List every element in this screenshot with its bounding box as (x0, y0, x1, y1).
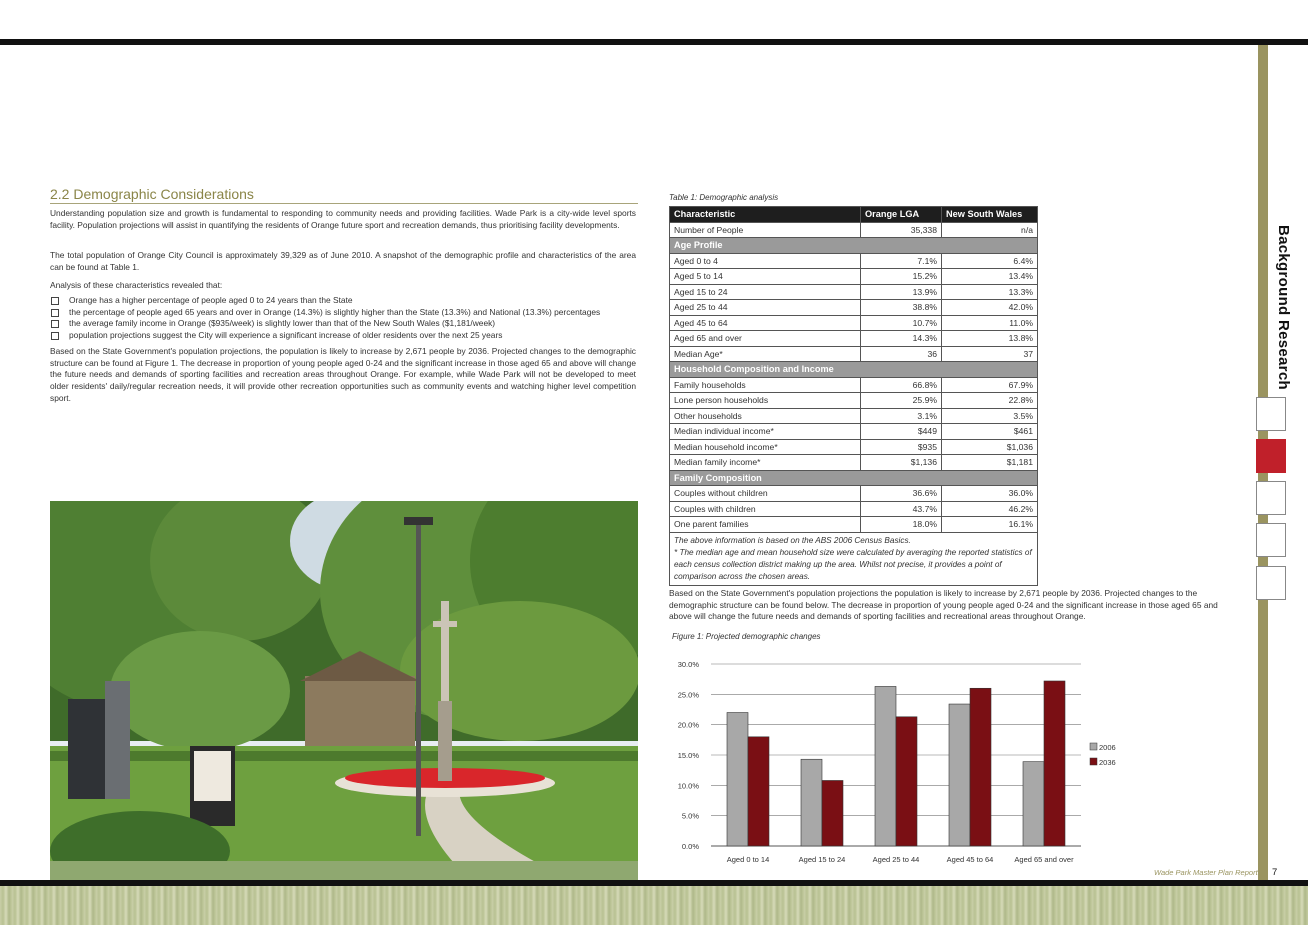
cell-nsw: 42.0% (942, 300, 1038, 316)
table-row (670, 300, 1038, 316)
section-tab-4[interactable] (1256, 523, 1286, 557)
x-tick-label: Aged 45 to 64 (946, 855, 994, 864)
cell-orange: $1,136 (861, 455, 942, 471)
section-side-title: Background Research (1275, 225, 1292, 390)
cell-nsw: 13.8% (942, 331, 1038, 347)
table-row (670, 486, 1038, 502)
table-section-row (670, 362, 1038, 378)
row-label: Median individual income* (670, 424, 861, 440)
table-row (670, 253, 1038, 269)
bar-2006-4 (1023, 762, 1044, 846)
y-tick-label: 20.0% (677, 720, 699, 730)
table-row (670, 315, 1038, 331)
projection-summary: Based on the State Government's population projections the population is likely to increase by 2,671 people by 2036. Projected changes to the demographic structure can be found below. The decrease in proportion of young people aged 0-24 and the significant increase in those aged 65 and above will change the future needs and demands of sporting facilities and recreational areas throughout Orange. (669, 588, 1218, 622)
table-row (670, 501, 1038, 517)
x-tick-label: Aged 25 to 44 (872, 855, 920, 864)
table-row (670, 408, 1038, 424)
bar-2036-1 (822, 780, 843, 846)
cell-orange: 25.9% (861, 393, 942, 409)
table-note (670, 532, 1038, 585)
row-label: Couples with children (670, 501, 861, 517)
checkbox-bullet-icon (51, 309, 59, 317)
cell-orange: 7.1% (861, 253, 942, 269)
bullet-item: the average family income in Orange ($935/week) is slightly lower than that of the New South Wales ($1,181/week) (50, 318, 636, 330)
column-header: New South Wales (942, 207, 1038, 223)
bar-2036-4 (1044, 681, 1065, 846)
cell-orange: 10.7% (861, 315, 942, 331)
table-row (670, 393, 1038, 409)
cell-nsw: 13.3% (942, 284, 1038, 300)
y-tick-label: 5.0% (681, 811, 699, 821)
legend-swatch-2006 (1090, 743, 1097, 750)
demographic-table (669, 206, 1038, 586)
cell-nsw: 22.8% (942, 393, 1038, 409)
footer-report-title: Wade Park Master Plan Report (1154, 868, 1258, 877)
cell-orange: $935 (861, 439, 942, 455)
cell-orange: 13.9% (861, 284, 942, 300)
checkbox-bullet-icon (51, 297, 59, 305)
legend-label: 2006 (1099, 743, 1116, 752)
section-tab-1[interactable] (1256, 397, 1286, 431)
table-section-row (670, 238, 1038, 254)
cell-nsw: 36.0% (942, 486, 1038, 502)
section-label: Family Composition (670, 470, 1038, 486)
row-label: Median household income* (670, 439, 861, 455)
cell-orange: 15.2% (861, 269, 942, 285)
projection-paragraph: Based on the State Government's population projections, the population is likely to increase by 2,671 people by 2036. Projected changes to the demographic structure can be found at Figure 1. The decrease in proportion of young people aged 0-24 and the significant increase in those aged 65 and above will change the future needs and demands of sporting facilities and recreation areas throughout Orange. For example, while Wade Park will not be developed to meet older residents' daily/regular recreation needs, it will provide other recreation opportunities such as community events and watching higher level competition sport. (50, 346, 636, 403)
bar-2006-2 (875, 686, 896, 846)
row-label: One parent families (670, 517, 861, 533)
bar-2006-1 (801, 759, 822, 846)
table-row (670, 439, 1038, 455)
cell-orange: 66.8% (861, 377, 942, 393)
cell-nsw: 67.9% (942, 377, 1038, 393)
y-tick-label: 15.0% (677, 751, 699, 760)
row-label: Lone person households (670, 393, 861, 409)
analysis-bullet-list (50, 295, 636, 342)
row-label: Aged 0 to 4 (670, 253, 861, 269)
bar-2036-2 (896, 717, 917, 846)
cell-nsw: 16.1% (942, 517, 1038, 533)
top-rule (0, 39, 1308, 45)
row-label: Aged 15 to 24 (670, 284, 861, 300)
cell-orange: 18.0% (861, 517, 942, 533)
bullet-item: population projections suggest the City will experience a significant increase of older residents over the next 25 years (50, 330, 636, 342)
park-illustration (50, 501, 638, 880)
cell-nsw: 13.4% (942, 269, 1038, 285)
cell-nsw: $461 (942, 424, 1038, 440)
cell-orange: 38.8% (861, 300, 942, 316)
page-number: 7 (1272, 867, 1278, 878)
grass-footer-band (0, 886, 1308, 925)
cell-nsw: 11.0% (942, 315, 1038, 331)
table-note-row (670, 532, 1038, 585)
section-tab-2-active[interactable] (1256, 439, 1286, 473)
park-photo (50, 501, 638, 880)
cell-orange: $449 (861, 424, 942, 440)
cell-nsw: 46.2% (942, 501, 1038, 517)
bullet-item: Orange has a higher percentage of people aged 0 to 24 years than the State (50, 295, 636, 307)
row-label: Aged 65 and over (670, 331, 861, 347)
bar-2006-0 (727, 713, 748, 846)
row-label: Aged 25 to 44 (670, 300, 861, 316)
section-tab-5[interactable] (1256, 566, 1286, 600)
row-label: Median family income* (670, 455, 861, 471)
x-tick-label: Aged 65 and over (1014, 855, 1074, 864)
legend-swatch-2036 (1090, 758, 1097, 765)
analysis-intro: Analysis of these characteristics revealed that: (50, 280, 223, 290)
cell-nsw: 3.5% (942, 408, 1038, 424)
bar-2006-3 (949, 704, 970, 846)
legend-label: 2036 (1099, 758, 1116, 767)
table-row (670, 269, 1038, 285)
cell-nsw: 37 (942, 346, 1038, 362)
checkbox-bullet-icon (51, 332, 59, 340)
row-label: Other households (670, 408, 861, 424)
section-tab-3[interactable] (1256, 481, 1286, 515)
checkbox-bullet-icon (51, 320, 59, 328)
y-tick-label: 10.0% (677, 781, 699, 791)
y-tick-label: 30.0% (677, 660, 699, 669)
column-header: Characteristic (670, 207, 861, 223)
section-label: Age Profile (670, 238, 1038, 254)
table-section-row (670, 470, 1038, 486)
bullet-item: the percentage of people aged 65 years and over in Orange (14.3%) is slightly higher than the State (13.3%) and National (13.3%) percentages (50, 307, 636, 319)
x-tick-label: Aged 0 to 14 (726, 855, 770, 864)
x-tick-label: Aged 15 to 24 (798, 855, 846, 864)
cell-nsw: 6.4% (942, 253, 1038, 269)
row-label: Aged 5 to 14 (670, 269, 861, 285)
table-row (670, 331, 1038, 347)
row-label: Couples without children (670, 486, 861, 502)
table-row (670, 455, 1038, 471)
cell-orange: 36.6% (861, 486, 942, 502)
row-label: Median Age* (670, 346, 861, 362)
figure-caption: Figure 1: Projected demographic changes (672, 632, 821, 641)
cell-nsw: $1,036 (942, 439, 1038, 455)
cell-orange: 43.7% (861, 501, 942, 517)
population-paragraph: The total population of Orange City Council is approximately 39,329 as of June 2010. A snapshot of the demographic profile and characteristics of the area can be found at Table 1. (50, 250, 636, 272)
table-note-method: * The median age and mean household size were calculated by averaging the reported statistics of each census collection district making up the area. Whilst not precise, it provides a point of comparison across the chosen areas. (674, 547, 1032, 581)
bar-2036-3 (970, 688, 991, 846)
y-tick-label: 25.0% (677, 690, 699, 700)
cell-orange: 3.1% (861, 408, 942, 424)
table-row (670, 222, 1038, 238)
cell-nsw: n/a (942, 222, 1038, 238)
table-row (670, 517, 1038, 533)
column-header: Orange LGA (861, 207, 942, 223)
table-caption: Table 1: Demographic analysis (669, 193, 779, 202)
cell-orange: 36 (861, 346, 942, 362)
table-row (670, 284, 1038, 300)
row-label: Number of People (670, 222, 861, 238)
cell-nsw: $1,181 (942, 455, 1038, 471)
table-row (670, 377, 1038, 393)
row-label: Aged 45 to 64 (670, 315, 861, 331)
table-row (670, 346, 1038, 362)
y-tick-label: 0.0% (681, 842, 699, 851)
intro-paragraph: Understanding population size and growth is fundamental to responding to community needs and providing facilities. Wade Park is a city-wide level sports facility. Population projections will assist in quantifying the residents of Orange future sport and recreation demands, thus prioritising facility developments. (50, 208, 636, 230)
row-label: Family households (670, 377, 861, 393)
projected-demographics-chart (669, 650, 1139, 870)
cell-orange: 14.3% (861, 331, 942, 347)
section-label: Household Composition and Income (670, 362, 1038, 378)
table-row (670, 424, 1038, 440)
table-note-source: The above information is based on the ABS 2006 Census Basics. (674, 535, 911, 545)
table-header-row (670, 207, 1038, 223)
section-heading: 2.2 Demographic Considerations (50, 186, 638, 204)
bar-2036-0 (748, 737, 769, 846)
cell-orange: 35,338 (861, 222, 942, 238)
